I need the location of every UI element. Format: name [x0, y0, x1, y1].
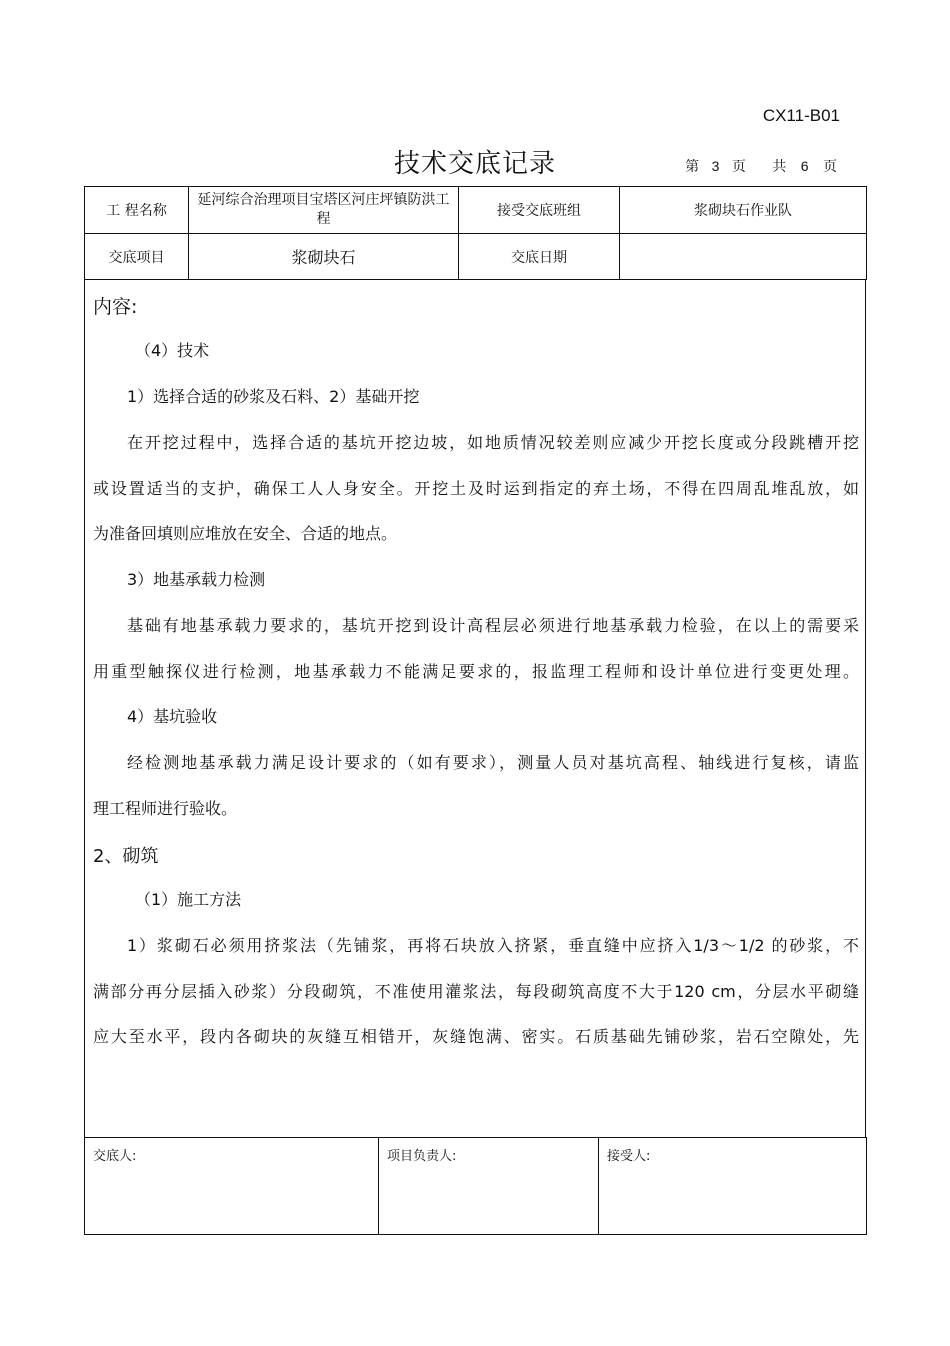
document-code: CX11-B01	[762, 106, 840, 125]
receiving-team-label: 接受交底班组	[459, 187, 620, 234]
presenter-label: 交底人:	[93, 1149, 137, 1164]
date-label: 交底日期	[459, 234, 620, 280]
content-area	[84, 280, 866, 1137]
project-name-label: 工 程名称	[85, 187, 189, 234]
page-indicator	[685, 156, 837, 176]
section-heading: 2、砌筑	[93, 846, 159, 867]
paragraph-line: 在开挖过程中，选择合适的基坑开挖边坡，如地质情况较差则应减少开挖长度或分段跳槽开挖	[127, 433, 859, 452]
page-suffix: 页	[731, 159, 746, 175]
total-number: 6	[800, 158, 809, 174]
signature-table	[84, 1137, 867, 1235]
subsection-heading: 1）选择合适的砂浆及石料、2）基础开挖	[127, 387, 420, 406]
subsection-heading: 4）基坑验收	[127, 707, 218, 726]
subsection-heading: 3）地基承载力检测	[127, 570, 266, 589]
paragraph-line: 为准备回填则应堆放在安全、合适的地点。	[93, 524, 398, 543]
paragraph-line: 1）浆砌石必须用挤浆法（先铺浆，再将石块放入挤紧，垂直缝中应挤入1/3～1/2 的砂浆，不	[127, 936, 859, 955]
item-value: 浆砌块石	[189, 234, 459, 280]
paragraph-line: 基础有地基承载力要求的，基坑开挖到设计高程层必须进行地基承载力检验，在以上的需要采	[127, 616, 859, 635]
paragraph-line: 用重型触探仪进行检测，地基承载力不能满足要求的，报监理工程师和设计单位进行变更处理。	[93, 662, 859, 681]
header-table	[84, 186, 867, 280]
paragraph-line: 理工程师进行验收。	[93, 799, 238, 818]
page-prefix: 第	[685, 159, 700, 175]
item-label: 交底项目	[85, 234, 189, 280]
date-value	[620, 234, 867, 280]
presenter-signature-field[interactable]	[85, 1138, 379, 1235]
section-heading: （4）技术	[135, 341, 210, 360]
receiver-label: 接受人:	[607, 1149, 651, 1164]
page-title: 技术交底记录	[393, 149, 556, 179]
receiver-signature-field[interactable]	[599, 1138, 867, 1235]
page-number: 3	[711, 158, 720, 174]
project-name-value: 延河综合治理项目宝塔区河庄坪镇防洪工程	[189, 187, 459, 234]
paragraph-line: 满部分再分层插入砂浆）分段砌筑，不准使用灌浆法，每段砌筑高度不大于120 cm，分层水平砌缝	[93, 982, 859, 1001]
project-lead-label: 项目负责人:	[387, 1149, 457, 1164]
project-lead-signature-field[interactable]	[379, 1138, 599, 1235]
subsection-heading: （1）施工方法	[135, 890, 242, 909]
total-suffix: 页	[823, 159, 837, 175]
receiving-team-value: 浆砌块石作业队	[620, 187, 867, 234]
paragraph-line: 应大至水平，段内各砌块的灰缝互相错开，灰缝饱满、密实。石质基础先铺砂浆，岩石空隙处，先	[93, 1027, 859, 1046]
paragraph-line: 经检测地基承载力满足设计要求的（如有要求），测量人员对基坑高程、轴线进行复核，请监	[127, 753, 859, 772]
content-heading: 内容:	[93, 296, 138, 318]
total-prefix: 共	[772, 159, 787, 175]
paragraph-line: 或设置适当的支护，确保工人人身安全。开挖土及时运到指定的弃土场，不得在四周乱堆乱放，如	[93, 479, 859, 498]
